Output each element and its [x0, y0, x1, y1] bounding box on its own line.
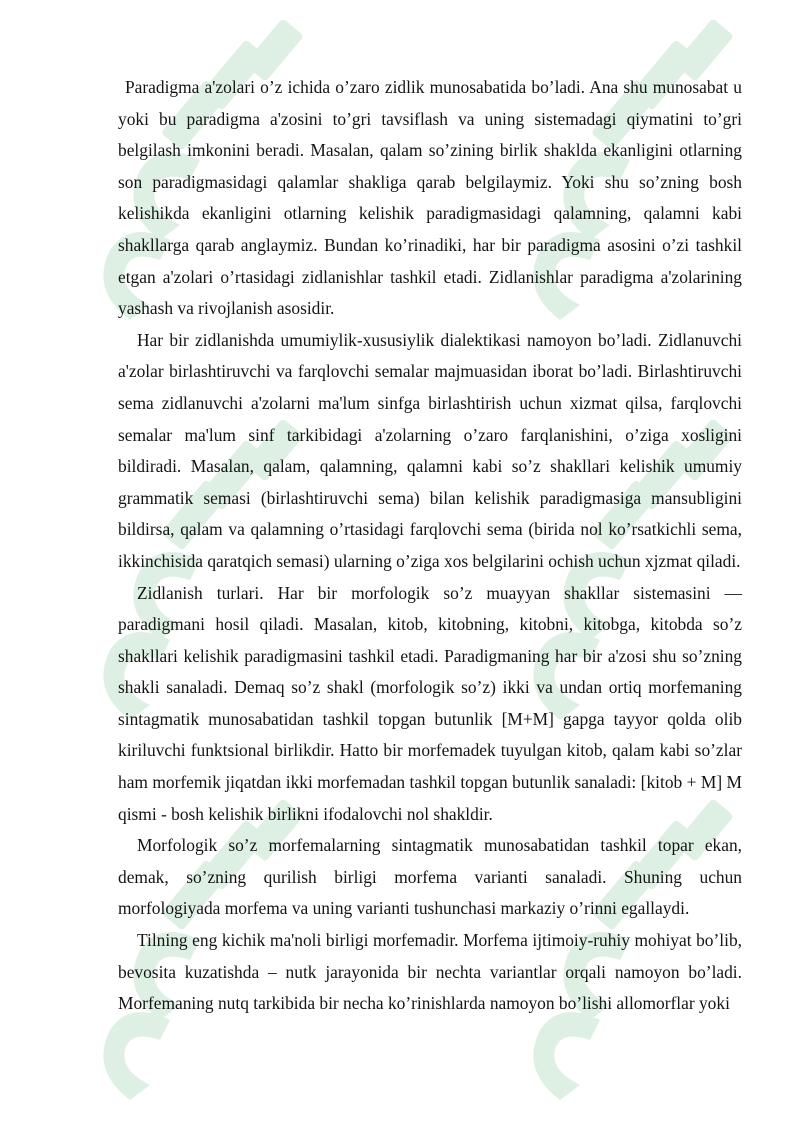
paragraph: Morfologik so’z morfemalarning sintagmatik munosabatidan tashkil topar ekan, demak, so’zning qurilish birligi morfema varianti sanaladi. Shuning uchun morfologiyada morfema va uning varianti tushunchasi markaziy o’rinni egallaydi.: [118, 835, 742, 919]
paragraph: Zidlanish turlari. Har bir morfologik so’z muayyan shakllar sistemasini — paradigmani hosil qiladi. Masalan, kitob, kitobning, kitobni, kitobga, kitobda so’z shakllari kelishik paradigmasini tashkil etadi. Paradigmaning har bir a'zosi shu so’zning shakli sanaladi. Demaq so’z shakl (morfologik so’z) ikki va undan ortiq morfemaning sintagmatik munosabatidan tashkil topgan butunlik [M+M] gapga tayyor qolda olib kiriluvchi funktsional birlikdir. Hatto bir morfemadek tuyulgan kitob, qalam kabi so’zlar ham morfemik jiqatdan ikki morfemadan tashkil topgan butunlik sanaladi: [kitob + M] M qismi - bosh kelishik birlikni ifodalovchi nol shakldir.: [118, 582, 742, 824]
paragraph: Tilning eng kichik ma'noli birligi morfemadir. Morfema ijtimoiy-ruhiy mohiyat bo’lib, bevosita kuzatishda – nutk jarayonida bir nechta variantlar orqali namoyon bo’ladi. Morfemaning nutq tarkibida bir necha ko’rinishlarda namoyon bo’lishi allomorflar yoki: [118, 930, 742, 1014]
body-text: [118, 72, 742, 1020]
paragraph: Har bir zidlanishda umumiylik-xususiylik dialektikasi namoyon bo’ladi. Zidlanuvchi a'zolar birlashtiruvchi va farqlovchi semalar majmuasidan iborat bo’ladi. Birlashtiruvchi sema zidlanuvchi a'zolarni ma'lum sinfga birlashtirish uchun xizmat qilsa, farqlovchi semalar ma'lum sinf tarkibidagi a'zolarning o’zaro farqlanishini, o’ziga xosligini bildiradi. Masalan, qalam, qalamning, qalamni kabi so’z shakllari kelishik umumiy grammatik semasi (birlashtiruvchi sema) bilan kelishik paradigmasiga mansubligini bildirsa, qalam va qalamning o’rtasidagi farqlovchi sema (birida nol ko’rsatkichli sema, ikkinchisida qaratqich semasi) ularning o’ziga xos belgilarini ochish uchun xjzmat qiladi.: [118, 329, 742, 571]
paragraph: Paradigma a'zolari o’z ichida o’zaro zidlik munosabatida bo’ladi. Ana shu munosabat u yoki bu paradigma a'zosini to’gri tavsiflash va uning sistemadagi qiymatini to’gri belgilash imkonini beradi. Masalan, qalam so’zining birlik shaklda ekanligini otlarning son paradigmasidagi qalamlar shakliga qarab belgilaymiz. Yoki shu so’zning bosh kelishikda ekanligini otlarning kelishik paradigmasidagi qalamning, qalamni kabi shakllarga qarab anglaymiz. Bundan ko’rinadiki, har bir paradigma asosini o’zi tashkil etgan a'zolari o’rtasidagi zidlanishlar tashkil etadi. Zidlanishlar paradigma a'zolarining yashash va rivojlanish asosidir.: [118, 77, 742, 319]
